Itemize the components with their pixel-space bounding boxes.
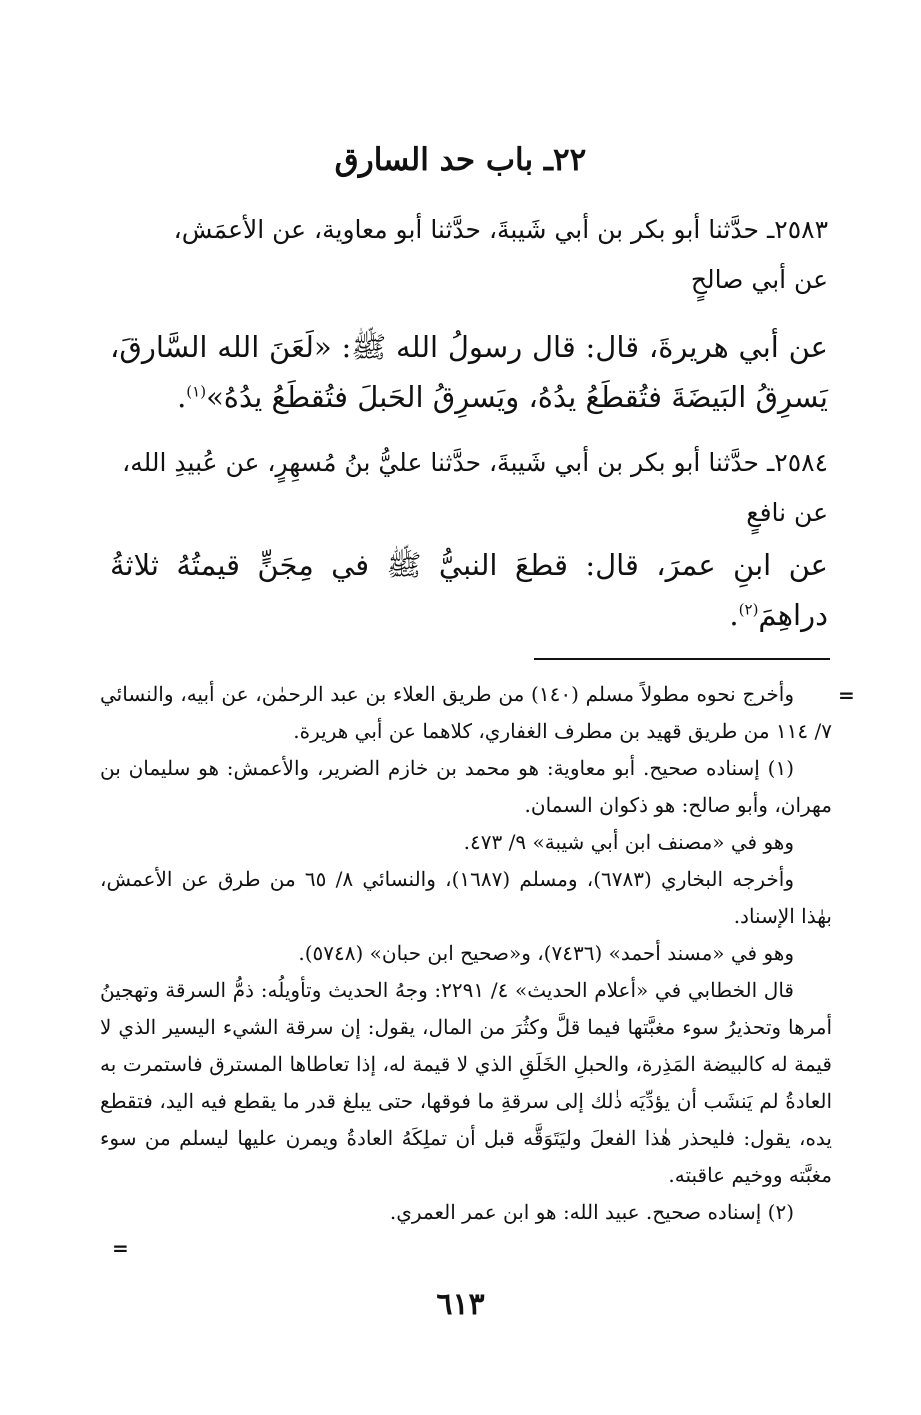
hadith-2584-isnad-line2: عن نافعٍ (746, 498, 828, 527)
footnote-1-para-1: (١) إسناده صحيح. أبو معاوية: هو محمد بن خازم الضرير، والأعمش: هو سليمان بن مهران، وأبو صالح: هو ذكوان السمان. (100, 756, 832, 817)
hadith-2583-isnad-line1: ٢٥٨٣ـ حدَّثنا أبو بكر بن أبي شَيبةَ، حدَّثنا أبو معاوية، عن الأعمَش، (173, 215, 828, 244)
footnote-continued: وأخرج نحوه مطولاً مسلم (١٤٠) من طريق العلاء بن عبد الرحمٰن، عن أبيه، والنسائي ٧/ ١١٤ من طريق قهيد بن مطرف الغفاري، كلاهما عن أبي هريرة. (100, 682, 832, 743)
footnote-1-para-2: وهو في «مصنف ابن أبي شيبة» ٩/ ٤٧٣. (463, 830, 794, 854)
hadith-2584-matn (110, 540, 828, 640)
hadith-2583-matn-text: عن أبي هريرةَ، قال: قال رسولُ الله ﷺ: «لَعَنَ الله السَّارقَ، يَسرِقُ البَيضَةَ فتُقطَعُ يدُهُ، ويَسرِقُ الحَبلَ فتُقطَعُ يدُهُ» (110, 330, 828, 414)
hadith-2584-matn-text: عن ابنِ عمرَ، قال: قطعَ النبيُّ ﷺ في مِجَنٍّ قيمتُهُ ثلاثةُ دراهِمَ (110, 548, 828, 632)
footnote-ref-1: (١) (186, 382, 207, 401)
footnote-1-para-4: وهو في «مسند أحمد» (٧٤٣٦)، و«صحيح ابن حبان» (٥٧٤٨). (298, 941, 794, 965)
footnote-ref-2: (٢) (738, 600, 759, 619)
hadith-2584-end: . (729, 598, 739, 632)
footnote-separator (534, 658, 830, 660)
hadith-2583-isnad (110, 205, 828, 305)
page-number: ٦١٣ (436, 1287, 485, 1322)
continuation-mark-top: = (838, 683, 855, 707)
continuation-mark-bottom: = (112, 1236, 129, 1260)
footnote-1-para-5: قال الخطابي في «أعلام الحديث» ٤/ ٢٢٩١: وجهُ الحديث وتأويلُه: ذمُّ السرقة وتهجينُ أمرها وتحذيرُ سوء مغبَّتها فيما قلَّ وكثُرَ من المال، يقول: إن سرقة الشيء اليسير الذي لا قيمة له كالبيضة المَذِرة، والحبلِ الخَلَقِ الذي لا قيمة له، إذا تعاطاها المسترق فاستمرت به العادةُ لم يَنشَب أن يؤدِّيَه ذٰلك إلى سرقةِ ما فوقها، حتى يبلغ قدر ما يقطع فيه اليد، فتقطع يده، يقول: فليحذر هٰذا الفعلَ وليَتَوَقَّه قبل أن تملِكَهُ العادةُ ويمرن عليها ليسلم من سوء مغبَّته ووخيم عاقبته. (100, 978, 832, 1187)
hadith-2584-isnad-line1: ٢٥٨٤ـ حدَّثنا أبو بكر بن أبي شَيبةَ، حدَّثنا عليُّ بنُ مُسهِرٍ، عن عُبيدِ الله، (122, 448, 828, 477)
footnote-1-para-3: وأخرجه البخاري (٦٧٨٣)، ومسلم (١٦٨٧)، والنسائي ٨/ ٦٥ من طرق عن الأعمش، بهٰذا الإسناد. (100, 867, 832, 928)
hadith-2583-matn (110, 322, 828, 422)
footnotes (100, 676, 832, 1231)
hadith-2583-isnad-line2: عن أبي صالحٍ (690, 265, 828, 294)
chapter-title: ٢٢ـ باب حد السارق (334, 142, 587, 178)
hadith-2584-isnad (110, 438, 828, 538)
footnote-2: (٢) إسناده صحيح. عبيد الله: هو ابن عمر العمري. (389, 1200, 794, 1224)
hadith-2583-end: . (177, 380, 187, 414)
